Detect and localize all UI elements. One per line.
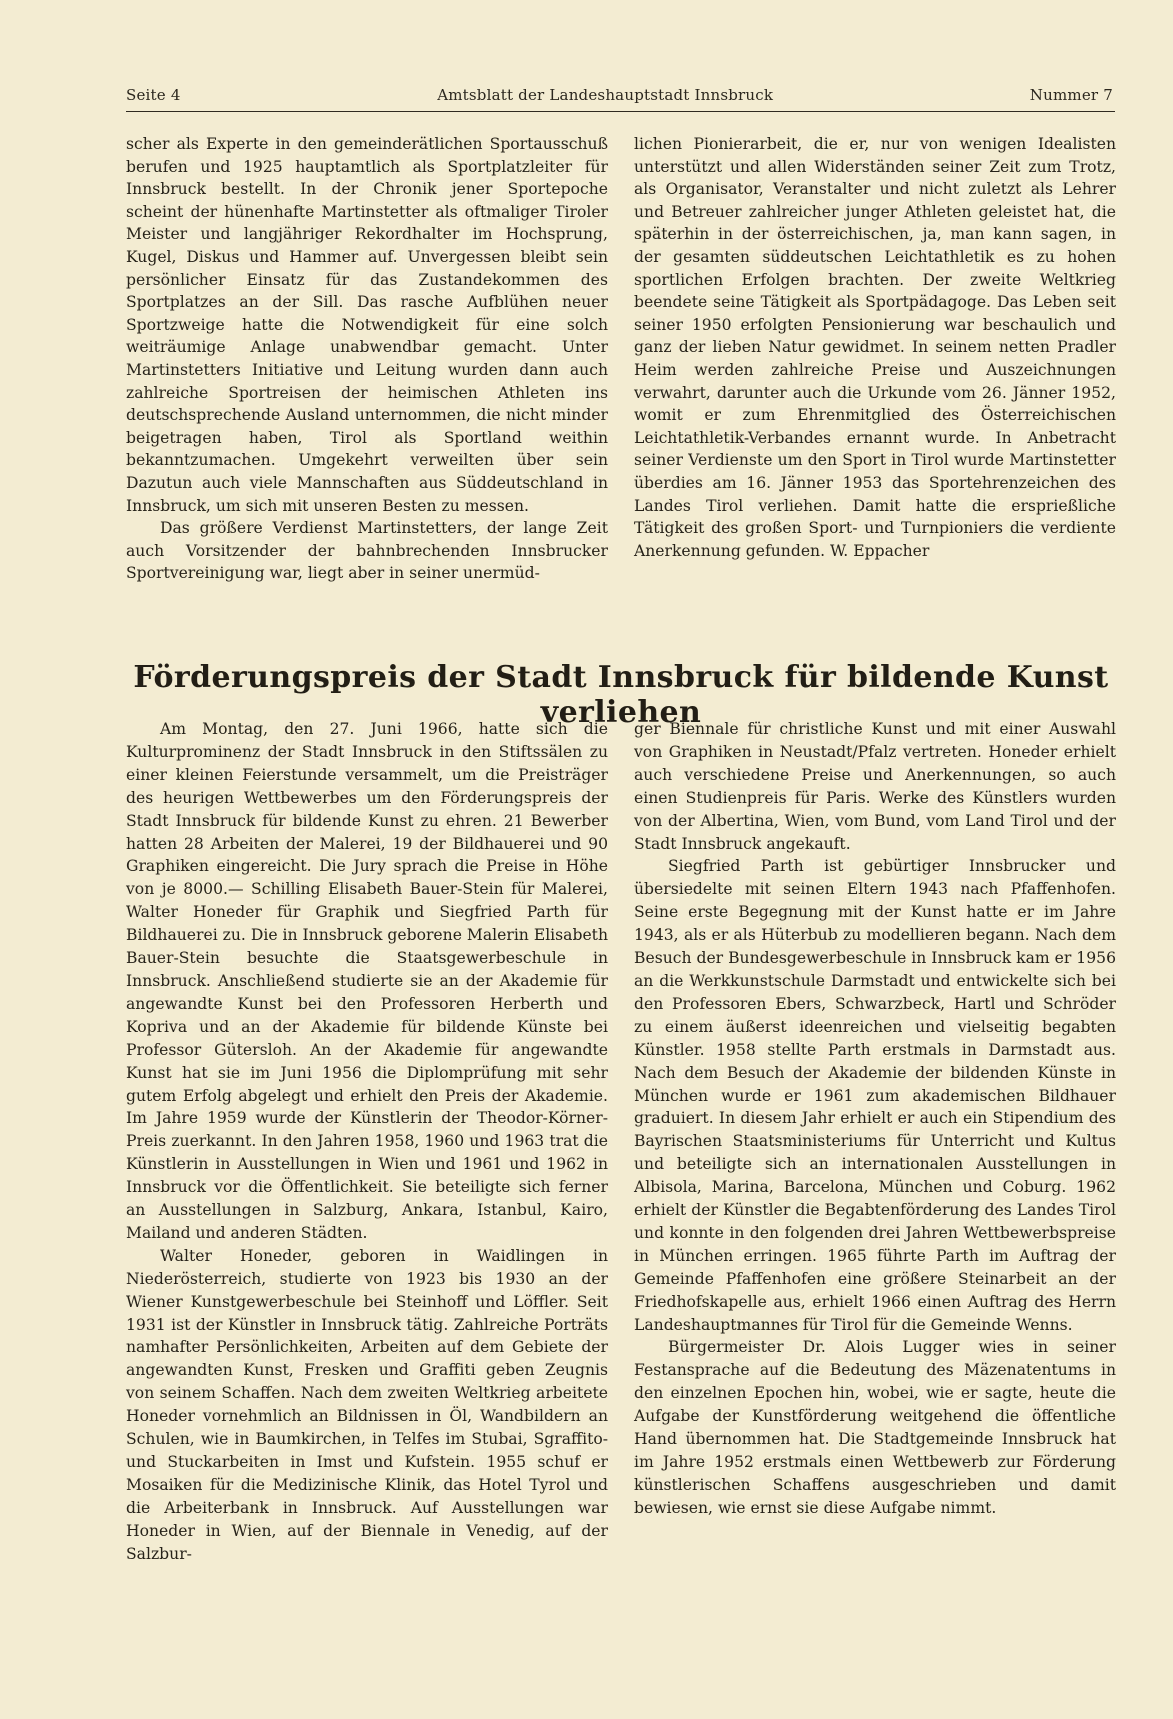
article-headline: Förderungspreis der Stadt Innsbruck für bildende Kunst verliehen — [133, 660, 1109, 730]
paragraph: lichen Pionierarbeit, die er, nur von wenigen Idealisten unterstützt und allen Widerständen seiner Zeit zum Trotz, als Organisator, Veranstalter und nicht zuletzt als Lehrer und Betreuer zahlreicher junger Athleten geleistet hat, die späterhin in der österreichischen, ja, man kann sagen, in der gesamten süddeutschen Leichtathletik es zu hohen sportlichen Erfolgen brachten. Der zweite Weltkrieg beendete seine Tätigkeit als Sportpädagoge. Das Leben seit seiner 1950 erfolgten Pensionierung war beschaulich und ganz der lieben Natur gewidmet. In seinem netten Pradler Heim werden zahlreiche Preise und Auszeichnungen verwahrt, darunter auch die Urkunde vom 26. Jänner 1952, womit er zum Ehrenmitglied des Österreichischen Leichtathletik-Verbandes ernannt wurde. In Anbetracht seiner Verdienste um den Sport in Tirol wurde Martinstetter überdies am 16. Jänner 1953 das Sportehrenzeichen des Landes Tirol verliehen. Damit hatte die ersprießliche Tätigkeit des großen Sport- und Turnpioniers die verdiente Anerkennung gefunden. W. Eppacher — [634, 135, 1116, 560]
paragraph: ger Biennale für christliche Kunst und mit einer Auswahl von Graphiken in Neustadt/Pfalz vertreten. Honeder erhielt auch verschiedene Preise und Anerkennungen, so auch einen Studienpreis für Paris. Werke des Künstlers wurden von der Albertina, Wien, vom Bund, vom Land Tirol und der Stadt Innsbruck angekauft. — [634, 720, 1116, 853]
paragraph: Bürgermeister Dr. Alois Lugger wies in seiner Festansprache auf die Bedeutung des Mäzenatentums in den einzelnen Epochen hin, wobei, wie er sagte, heute die Aufgabe der Kunstförderung weitgehend die öffentliche Hand übernommen hat. Die Stadtgemeinde Innsbruck hat im Jahre 1952 erstmals einen Wettbewerb zur Förderung künstlerischen Schaffens ausgeschrieben und damit bewiesen, wie ernst sie diese Aufgabe nimmt. — [634, 1338, 1116, 1517]
article-foerderungspreis — [126, 718, 1116, 1668]
article-martinstetter — [126, 133, 1116, 613]
issue-number: Nummer 7 — [1029, 86, 1113, 104]
paragraph: Das größere Verdienst Martinstetters, der lange Zeit auch Vorsitzender der bahnbrechenden Innsbrucker Sportvereinigung war, liegt aber in seiner unermüd- — [126, 519, 608, 583]
paragraph: scher als Experte in den gemeinderätlichen Sportausschuß berufen und 1925 hauptamtlich als Sportplatzleiter für Innsbruck bestellt. In der Chronik jener Sportepoche scheint der hünenhafte Martinstetter als oftmaliger Tiroler Meister und langjähriger Rekordhalter im Hochsprung, Kugel, Diskus und Hammer auf. Unvergessen bleibt sein persönlicher Einsatz für das Zustandekommen des Sportplatzes an der Sill. Das rasche Aufblühen neuer Sportzweige hatte die Notwendigkeit für eine solch weiträumige Anlage unabwendbar gemacht. Unter Martinstetters Initiative und Leitung wurden dann auch zahlreiche Sportreisen der heimischen Athleten ins deutschsprechende Ausland unternommen, die nicht minder beigetragen haben, Tirol als Sportland weithin bekanntzumachen. Umgekehrt verweilten über sein Dazutun auch viele Mannschaften aus Süddeutschland in Innsbruck, um sich mit unseren Besten zu messen. — [126, 135, 608, 515]
article1-column-left — [126, 133, 608, 613]
paragraph: Walter Honeder, geboren in Waidlingen in Niederösterreich, studierte von 1923 bis 1930 an der Wiener Kunstgewerbeschule bei Steinhoff und Löffler. Seit 1931 ist der Künstler in Innsbruck tätig. Zahlreiche Porträts namhafter Persönlichkeiten, Arbeiten auf dem Gebiete der angewandten Kunst, Fresken und Graffiti geben Zeugnis von seinem Schaffen. Nach dem zweiten Weltkrieg arbeitete Honeder vornehmlich an Bildnissen in Öl, Wandbildern an Schulen, wie in Baumkirchen, in Telfes im Stubai, Sgraffito- und Stuckarbeiten in Imst und Kufstein. 1955 schuf er Mosaiken für die Medizinische Klinik, das Hotel Tyrol und die Arbeiterbank in Innsbruck. Auf Ausstellungen war Honeder in Wien, auf der Biennale in Venedig, auf der Salzbur- — [126, 1246, 608, 1563]
running-header — [126, 86, 1113, 104]
header-divider — [126, 111, 1115, 112]
paragraph: Siegfried Parth ist gebürtiger Innsbrucker und übersiedelte mit seinen Eltern 1943 nach Pfaffenhofen. Seine erste Begegnung mit der Kunst hatte er im Jahre 1943, als er als Hüterbub zu modellieren begann. Nach dem Besuch der Bundesgewerbeschule in Innsbruck kam er 1956 an die Werkkunstschule Darmstadt und entwickelte sich bei den Professoren Ebers, Schwarzbeck, Hartl und Schröder zu einem äußerst ideenreichen und vielseitig begabten Künstler. 1958 stellte Parth erstmals in Darmstadt aus. Nach dem Besuch der Akademie der bildenden Künste in München wurde er 1961 zum akademischen Bildhauer graduiert. In diesem Jahr erhielt er auch ein Stipendium des Bayrischen Staatsministeriums für Unterricht und Kultus und beteiligte sich an internationalen Ausstellungen in Albisola, Marina, Barcelona, München und Coburg. 1962 erhielt der Künstler die Begabtenförderung des Landes Tirol und konnte in den folgenden drei Jahren Wettbewerbspreise in München erringen. 1965 führte Parth im Auftrag der Gemeinde Pfaffenhofen eine größere Steinarbeit an der Friedhofskapelle aus, erhielt 1966 einen Auftrag des Herrn Landeshauptmannes für Tirol für die Gemeinde Wenns. — [634, 857, 1116, 1334]
paragraph: Am Montag, den 27. Juni 1966, hatte sich die Kulturprominenz der Stadt Innsbruck in den Stiftssälen zu einer kleinen Feierstunde versammelt, um die Preisträger des heurigen Wettbewerbes um den Förderungspreis der Stadt Innsbruck für bildende Kunst zu ehren. 21 Bewerber hatten 28 Arbeiten der Malerei, 19 der Bildhauerei und 90 Graphiken eingereicht. Die Jury sprach die Preise in Höhe von je 8000.— Schilling Elisabeth Bauer-Stein für Malerei, Walter Honeder für Graphik und Siegfried Parth für Bildhauerei zu. Die in Innsbruck geborene Malerin Elisabeth Bauer-Stein besuchte die Staatsgewerbeschule in Innsbruck. Anschließend studierte sie an der Akademie für angewandte Kunst bei den Professoren Herberth und Kopriva und an der Akademie für bildende Künste bei Professor Gütersloh. An der Akademie für angewandte Kunst hat sie im Juni 1956 die Diplomprüfung mit sehr gutem Erfolg abgelegt und erhielt den Preis der Akademie. Im Jahre 1959 wurde der Künstlerin der Theodor-Körner-Preis zuerkannt. In den Jahren 1958, 1960 und 1963 trat die Künstlerin in Ausstellungen in Wien und 1961 und 1962 in Innsbruck vor die Öffentlichkeit. Sie beteiligte sich ferner an Ausstellungen in Salzburg, Ankara, Istanbul, Kairo, Mailand und anderen Städten. — [126, 720, 608, 1242]
article2-column-left — [126, 718, 608, 1668]
page-number: Seite 4 — [126, 86, 181, 104]
article1-column-right — [634, 133, 1116, 613]
article2-column-right — [634, 718, 1116, 1668]
publication-title: Amtsblatt der Landeshauptstadt Innsbruck — [437, 86, 774, 104]
